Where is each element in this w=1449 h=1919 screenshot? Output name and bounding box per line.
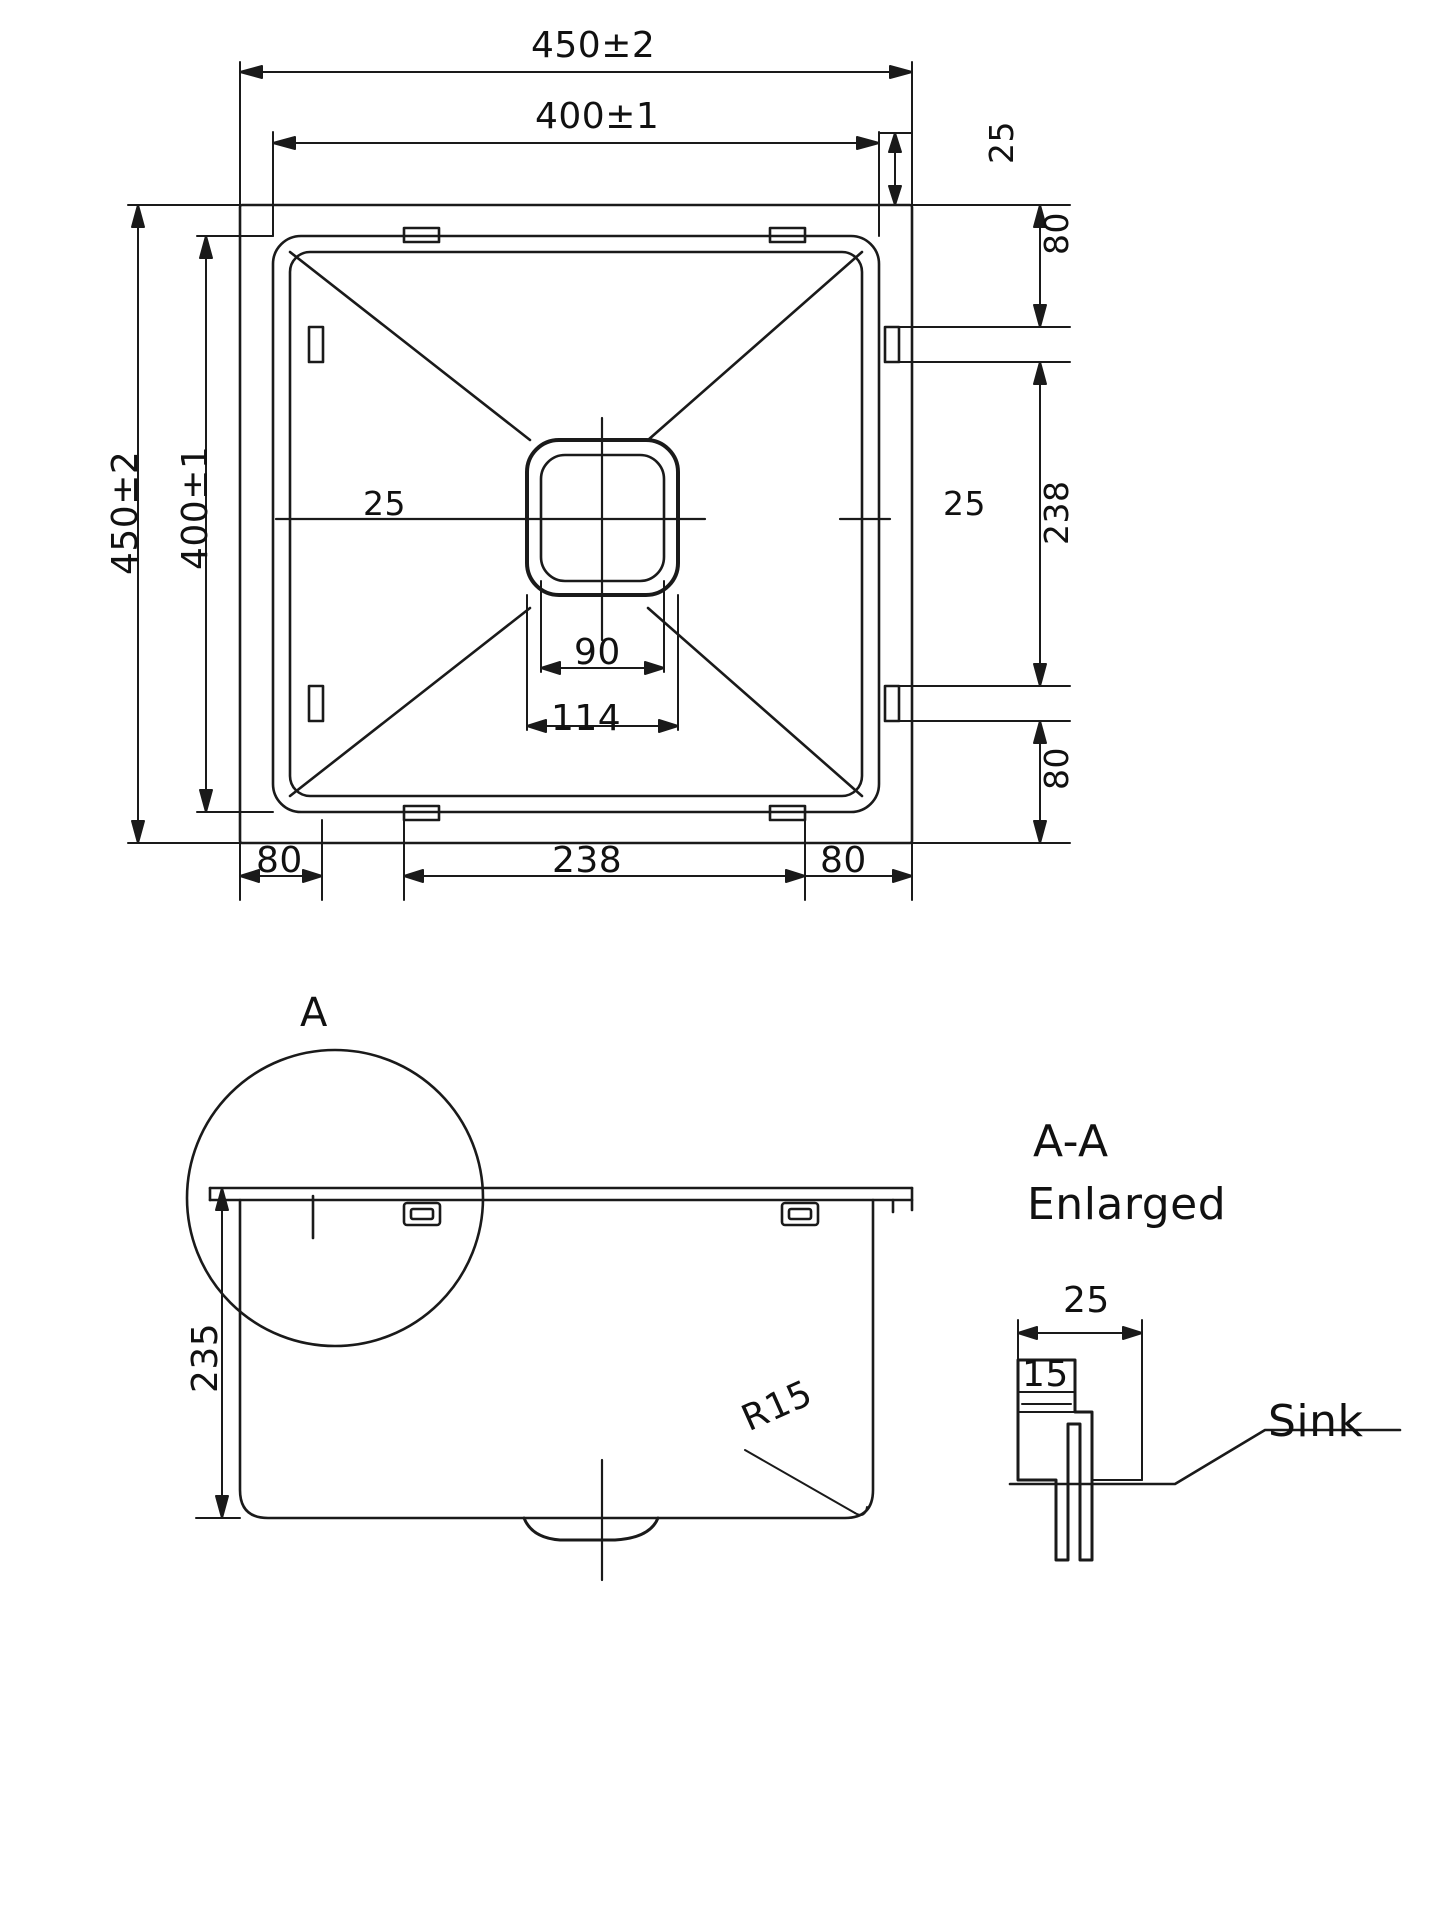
label-drain-inner: 90 xyxy=(574,632,621,673)
detail-circle-a xyxy=(187,1050,483,1346)
front-view-clips xyxy=(313,1196,818,1238)
label-sink-callout: Sink xyxy=(1268,1396,1364,1447)
label-edge-top: 25 xyxy=(982,121,1021,164)
label-detail-title-line2: Enlarged xyxy=(1027,1179,1227,1230)
label-detail-flange: 15 xyxy=(1022,1354,1069,1395)
label-center-left: 25 xyxy=(363,484,406,523)
label-detail-width: 25 xyxy=(1063,1280,1110,1321)
label-bottom-span: 238 xyxy=(552,840,623,881)
dim-corner-radius-leader xyxy=(745,1450,867,1515)
dim-bowl-width xyxy=(273,132,879,236)
dim-edge-top xyxy=(879,133,950,205)
label-overall-width: 450±2 xyxy=(531,25,656,66)
label-bowl-height: 400±1 xyxy=(175,445,216,570)
label-clip-top-offset: 80 xyxy=(1037,212,1076,255)
front-view-body xyxy=(210,1188,912,1518)
label-detail-title-line1: A-A xyxy=(1033,1116,1109,1167)
label-corner-radius: R15 xyxy=(735,1372,819,1440)
label-bowl-width: 400±1 xyxy=(535,96,660,137)
label-front-depth: 235 xyxy=(185,1322,226,1393)
top-view-outer-rim xyxy=(240,205,912,843)
label-bottom-right: 80 xyxy=(820,840,867,881)
label-overall-height: 450±2 xyxy=(105,450,146,575)
front-view-drain-bulge xyxy=(524,1518,658,1540)
label-bottom-left: 80 xyxy=(256,840,303,881)
top-view-center-lines xyxy=(276,418,890,640)
label-center-right: 25 xyxy=(943,484,986,523)
label-drain-outer: 114 xyxy=(551,698,622,739)
label-clip-right-lower: 80 xyxy=(1037,747,1076,790)
label-clip-right-span: 238 xyxy=(1037,480,1076,545)
dim-detail-flange xyxy=(1018,1392,1075,1412)
label-detail-marker-a: A xyxy=(300,990,328,1036)
